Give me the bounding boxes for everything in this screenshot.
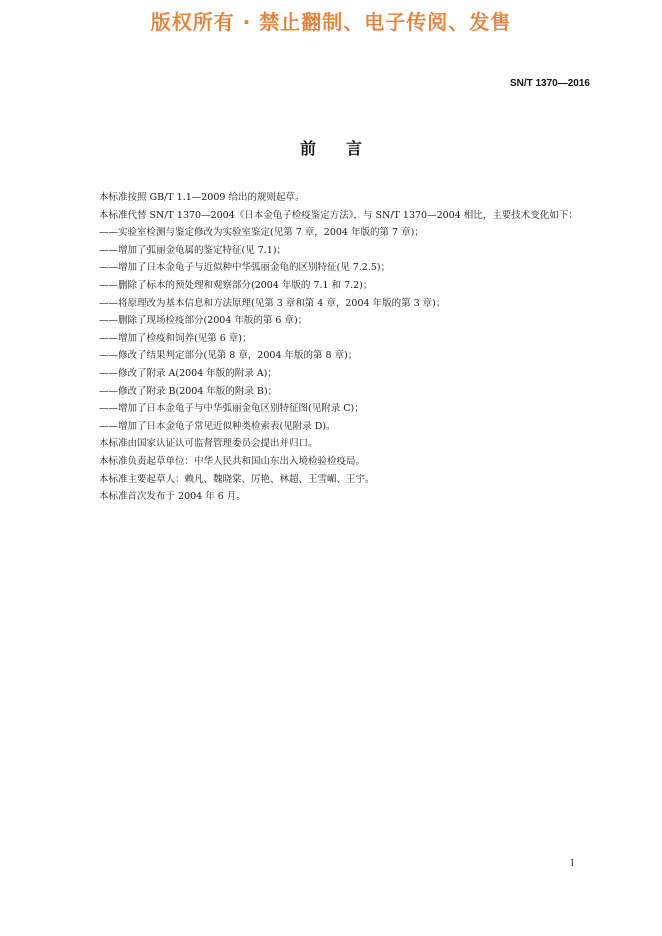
change-item: ——实验室检测与鉴定修改为实验室鉴定(见第 7 章，2004 年版的第 7 章)； xyxy=(99,227,424,239)
change-item: ——删除了标本的预处理和观察部分(2004 年版的 7.1 和 7.2)； xyxy=(99,279,373,291)
intro-paragraph: 本标准按照 GB/T 1.1—2009 给出的规则起草。 xyxy=(99,192,305,203)
change-item: ——修改了附录 B(2004 年版的附录 B)； xyxy=(99,385,278,397)
copyright-watermark: 版权所有 · 禁止翻制、电子传阅、发售 xyxy=(150,10,512,34)
change-item: ——修改了附录 A(2004 年版的附录 A)； xyxy=(99,367,277,379)
change-item: ——将原理改为基本信息和方法原理(见第 3 章和第 4 章，2004 年版的第 3 章)； xyxy=(99,297,446,309)
change-item: ——删除了现场检疫部分(2004 年版的第 6 章)； xyxy=(99,315,308,327)
change-item: ——增加了日本金龟子与近似种中华弧丽金龟的区别特征(见 7.2.5)； xyxy=(99,262,391,274)
change-item: ——修改了结果判定部分(见第 8 章，2004 年版的第 8 章)； xyxy=(99,350,358,362)
change-item: ——增加了日本金龟子常见近似种类检索表(见附录 D)。 xyxy=(99,420,336,432)
foreword-body xyxy=(80,189,592,506)
change-item: ——增加了日本金龟子与中华弧丽金龟区别特征图(见附录 C)； xyxy=(99,403,364,415)
closing-paragraph: 本标准由国家认证认可监督管理委员会提出并归口。 xyxy=(99,438,318,450)
closing-paragraph: 本标准主要起草人：赖凡、魏晓棠、厉艳、林超、王雪嵋、王宇。 xyxy=(99,473,375,485)
change-item: ——增加了检疫和饲养(见第 6 章)； xyxy=(99,332,252,344)
change-item: ——增加了弧丽金龟属的鉴定特征(见 7.1)； xyxy=(99,244,287,256)
closing-paragraph: 本标准首次发布于 2004 年 6 月。 xyxy=(99,491,246,503)
closing-paragraph: 本标准负责起草单位：中华人民共和国山东出入境检验检疫局。 xyxy=(99,455,366,467)
intro-paragraph: 本标准代替 SN/T 1370—2004《日本金龟子检疫鉴定方法》，与 SN/T 1370—2004 相比，主要技术变化如下： xyxy=(99,209,578,221)
page-title: 前言 xyxy=(299,139,392,158)
standard-code: SN/T 1370—2016 xyxy=(509,78,590,89)
page-number: I xyxy=(570,858,574,869)
